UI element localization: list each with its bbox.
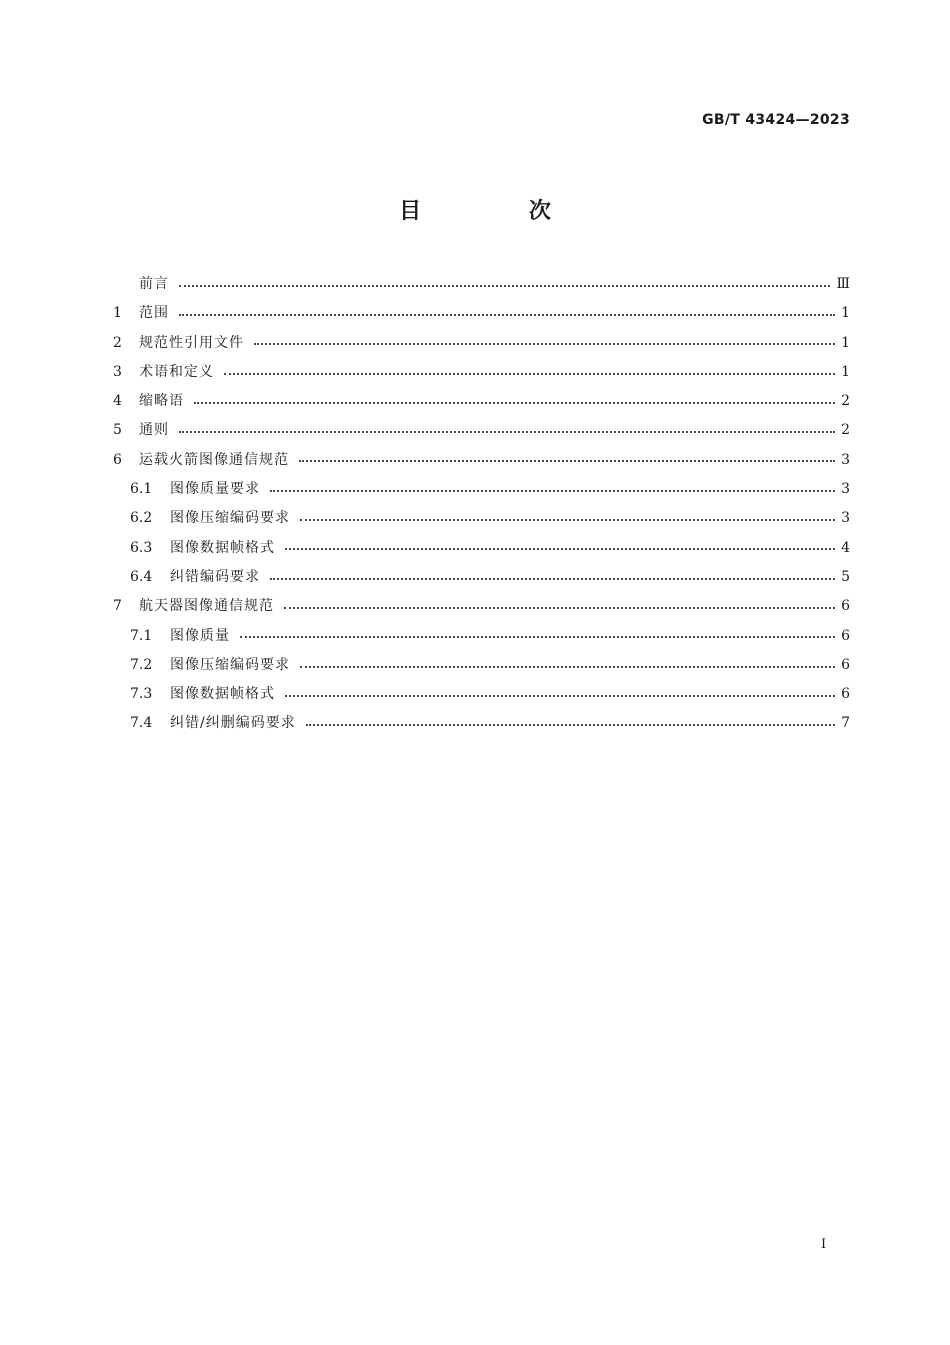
toc-entry-label: 术语和定义 [139,363,214,380]
toc-leader-dots [299,460,835,462]
toc-entry-label: 图像数据帧格式 [170,539,275,556]
toc-subentry[interactable] [113,622,850,651]
toc-entry-number: 4 [113,393,122,410]
toc-leader-dots [254,343,835,345]
toc-entry-page: 3 [841,510,850,527]
toc-leader-dots [284,607,835,609]
toc-entry-page: 6 [841,686,850,703]
toc-leader-dots [194,402,835,404]
toc-entry-number: 7.1 [130,627,153,644]
toc-entry-label: 图像质量 [170,627,230,644]
toc-leader-dots [285,548,835,550]
toc-entry[interactable] [113,416,850,445]
toc-leader-dots [224,373,835,375]
toc-entry[interactable] [113,270,850,299]
toc-entry-label: 图像压缩编码要求 [170,656,290,673]
toc-leader-dots [306,724,835,726]
toc-entry-label: 纠错/纠删编码要求 [170,715,296,732]
toc-entry[interactable] [113,592,850,621]
toc-entry-label: 缩略语 [139,393,184,410]
toc-entry[interactable] [113,446,850,475]
toc-subentry[interactable] [113,680,850,709]
toc-subentry[interactable] [113,709,850,738]
toc-entry-number: 6.2 [130,510,153,527]
toc-entry-number: 2 [113,334,122,351]
toc-entry-number: 6.1 [130,481,153,498]
toc-leader-dots [179,285,830,287]
toc-entry-page: 6 [841,598,850,615]
toc-entry-number: 6 [113,451,122,468]
toc-entry-label: 纠错编码要求 [170,568,260,585]
standard-code: GB/T 43424—2023 [702,112,850,128]
toc-entry-page: 6 [841,656,850,673]
toc-subentry[interactable] [113,475,850,504]
toc-entry[interactable] [113,387,850,416]
page-number: I [821,1237,827,1252]
table-of-contents [113,270,850,739]
toc-entry-number: 5 [113,422,122,439]
toc-entry[interactable] [113,358,850,387]
toc-entry-number: 7.4 [130,715,153,732]
toc-entry-number: 7 [113,598,122,615]
toc-entry-page: 5 [841,568,850,585]
toc-leader-dots [270,578,835,580]
toc-entry-page: 4 [841,539,850,556]
toc-entry-number: 3 [113,363,122,380]
toc-entry-label: 通则 [139,422,169,439]
toc-title: 目 次 [399,199,601,224]
toc-entry-page: 1 [841,305,850,322]
toc-entry-number: 7.3 [130,686,153,703]
toc-entry-label: 运载火箭图像通信规范 [139,451,289,468]
toc-entry-page: 2 [841,393,850,410]
toc-entry-page: Ⅲ [836,276,850,292]
toc-entry-number: 7.2 [130,656,153,673]
toc-leader-dots [179,431,835,433]
toc-entry-label: 前言 [139,276,169,292]
toc-entry-page: 2 [841,422,850,439]
toc-leader-dots [179,314,835,316]
toc-subentry[interactable] [113,563,850,592]
toc-entry-label: 图像质量要求 [170,481,260,498]
toc-entry[interactable] [113,329,850,358]
toc-leader-dots [300,519,835,521]
toc-subentry[interactable] [113,534,850,563]
toc-entry-label: 图像压缩编码要求 [170,510,290,527]
toc-entry-page: 1 [841,334,850,351]
toc-entry-page: 3 [841,451,850,468]
toc-leader-dots [240,636,835,638]
toc-entry-number: 6.4 [130,568,153,585]
toc-entry-number: 1 [113,305,122,322]
toc-leader-dots [300,666,835,668]
toc-entry-page: 7 [841,715,850,732]
toc-entry-label: 航天器图像通信规范 [139,598,274,615]
toc-entry-label: 范围 [139,305,169,322]
toc-entry-label: 图像数据帧格式 [170,686,275,703]
toc-subentry[interactable] [113,651,850,680]
toc-leader-dots [285,695,835,697]
toc-entry-page: 3 [841,481,850,498]
toc-entry-label: 规范性引用文件 [139,334,244,351]
toc-entry-number: 6.3 [130,539,153,556]
toc-entry-page: 1 [841,363,850,380]
toc-entry[interactable] [113,299,850,328]
toc-subentry[interactable] [113,504,850,533]
toc-leader-dots [270,490,835,492]
toc-entry-page: 6 [841,627,850,644]
